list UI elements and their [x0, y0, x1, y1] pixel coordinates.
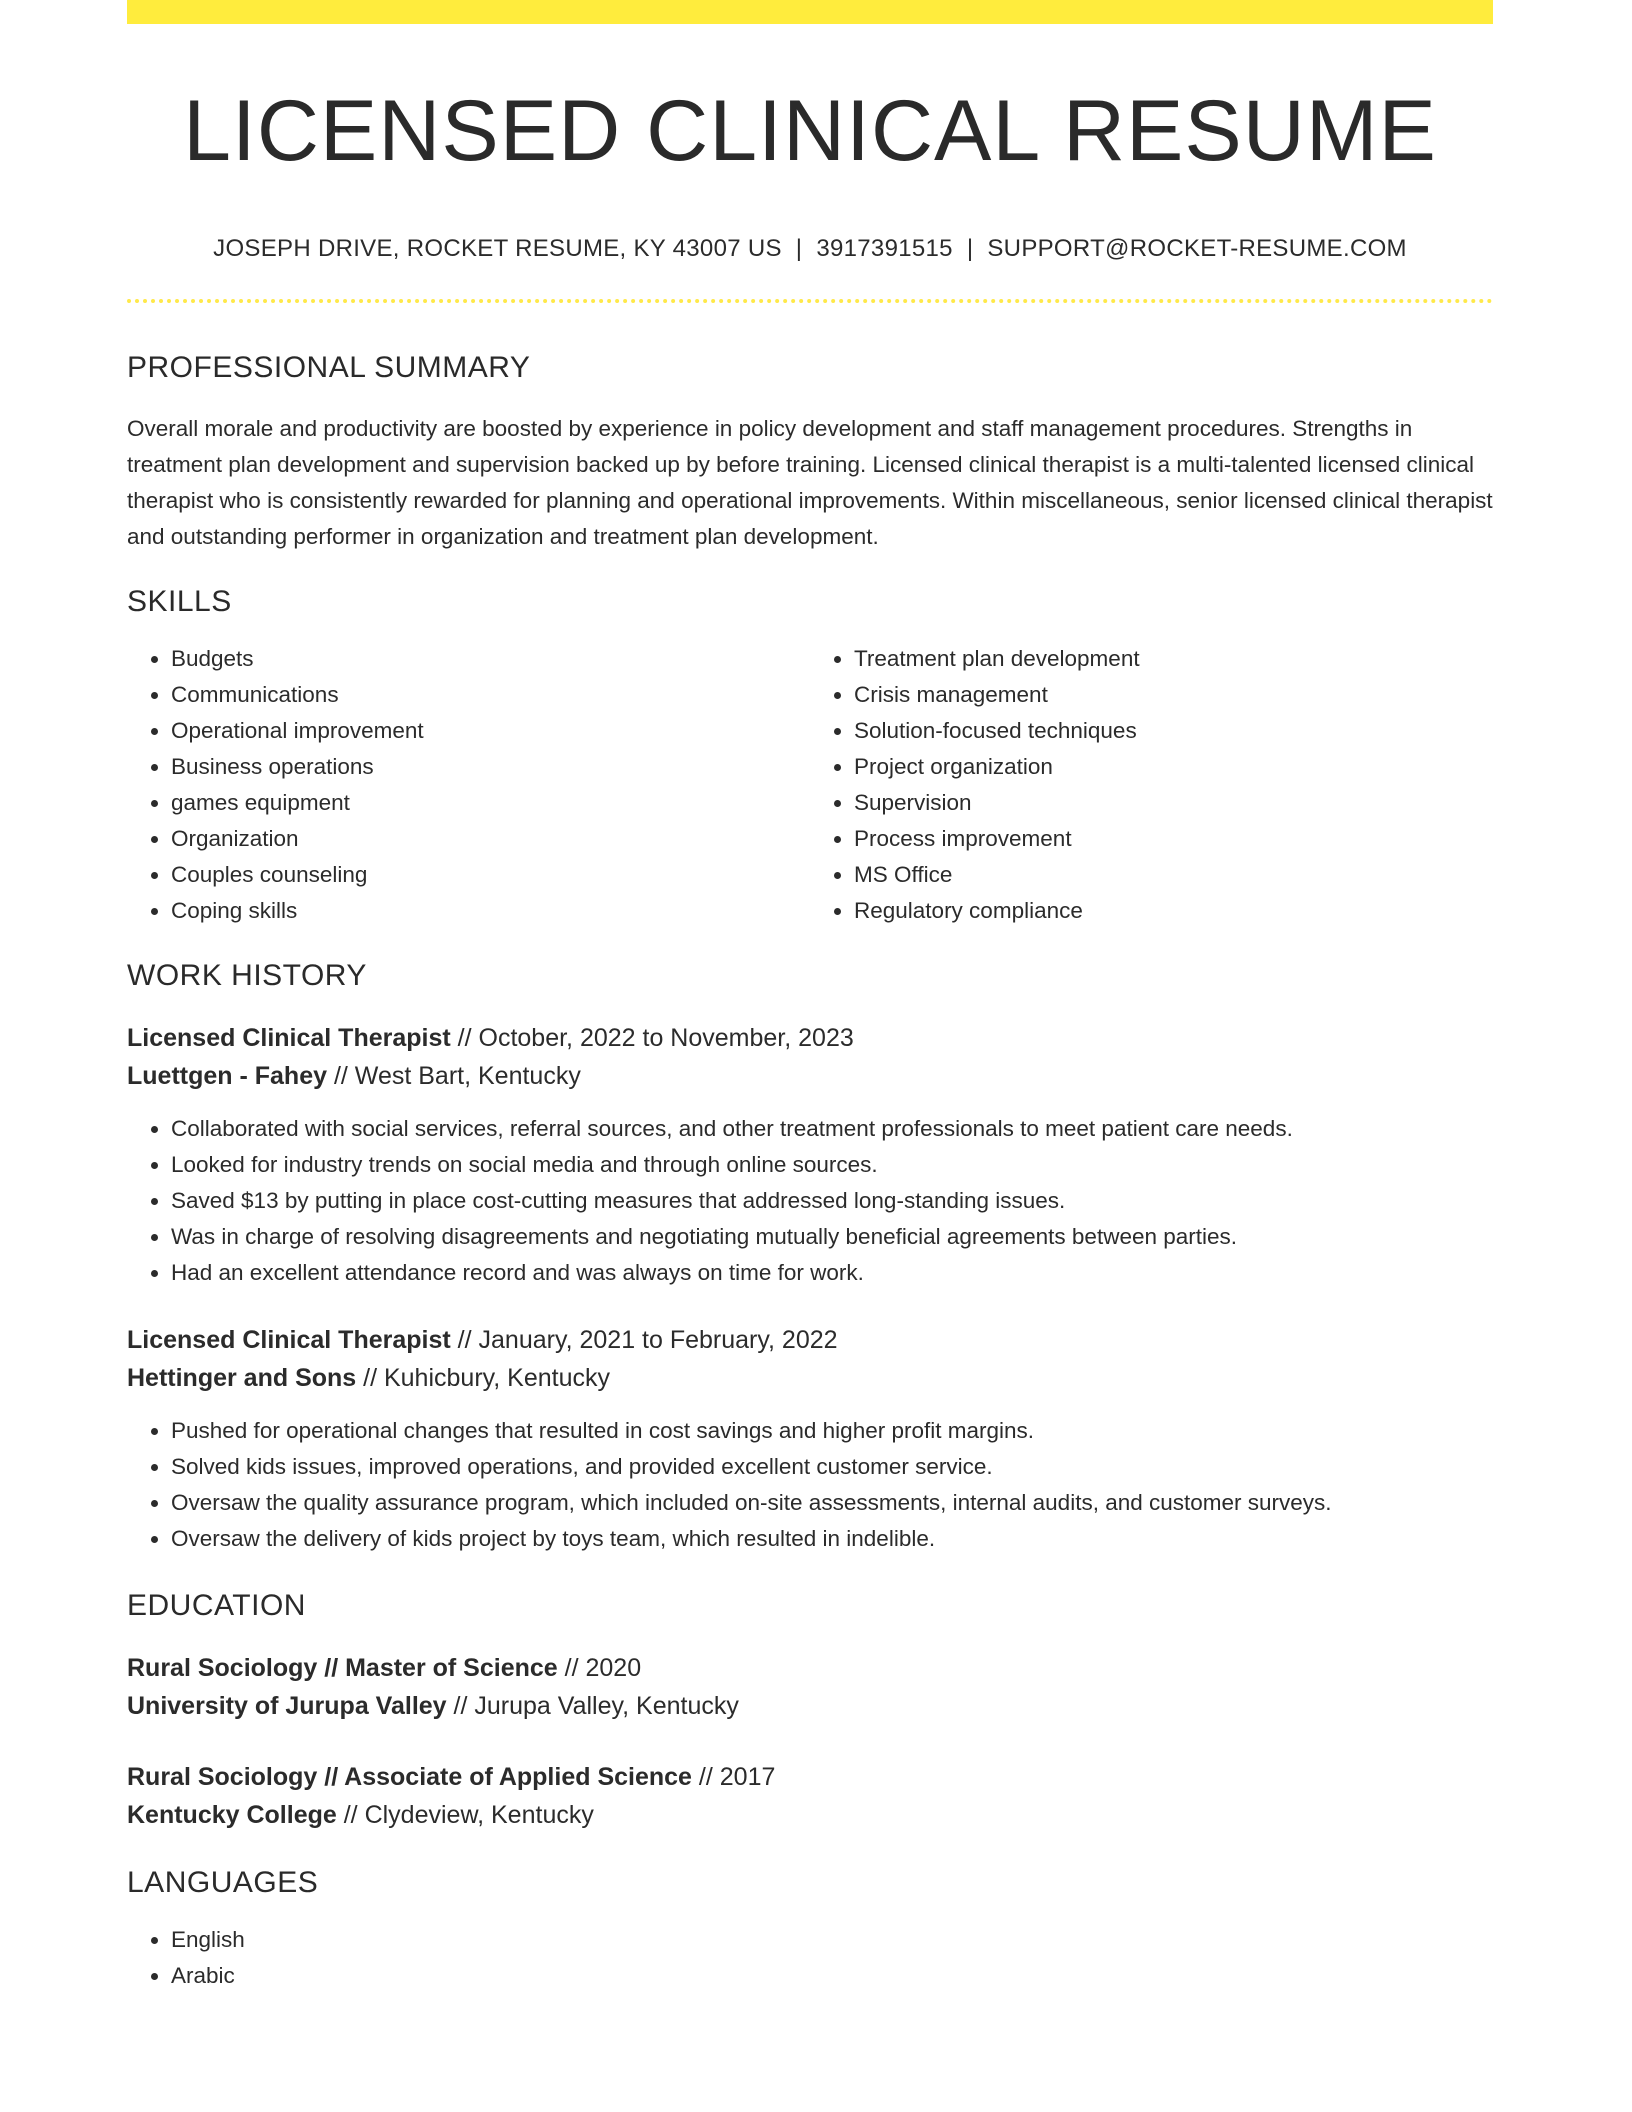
accent-bar: [127, 0, 1493, 24]
education-entry: [127, 1649, 1493, 1725]
job-company-line: [127, 1359, 1493, 1397]
education-school-line: [127, 1796, 1493, 1834]
contact-address: JOSEPH DRIVE, ROCKET RESUME, KY 43007 US: [213, 234, 782, 262]
contact-separator: |: [966, 234, 974, 262]
job-role-line: [127, 1321, 1493, 1359]
skill-item: • Couples counseling: [171, 857, 810, 893]
education-year: // 2020: [564, 1653, 642, 1682]
language-item: • Arabic: [171, 1958, 1493, 1994]
job-bullet: • Oversaw the quality assurance program, which included on-site assessments, internal audits, and customer surveys.: [171, 1485, 1493, 1521]
job-bullet-list: [127, 1413, 1493, 1557]
education-degree: Rural Sociology // Master of Science: [127, 1653, 558, 1682]
section-title-summary: PROFESSIONAL SUMMARY: [127, 350, 531, 384]
job-company-line: [127, 1057, 1493, 1095]
job-entry: [127, 1321, 1493, 1557]
education-degree-line: [127, 1758, 1493, 1796]
job-location: // Kuhicbury, Kentucky: [363, 1363, 611, 1392]
skill-item: • Budgets: [171, 641, 810, 677]
job-company: Luettgen - Fahey: [127, 1061, 328, 1090]
skills-list-left: [127, 641, 810, 929]
summary-text: Overall morale and productivity are boosted by experience in policy development and staff management procedures. Strengths in treatment plan development and supervision backed up by before training. Licensed clinical therapist is a multi-talented licensed clinical therapist who is consistently rewarded for planning and operational improvements. Within miscellaneous, senior licensed clinical therapist and outstanding performer in organization and treatment plan development.: [127, 415, 1493, 549]
contact-email: SUPPORT@ROCKET-RESUME.COM: [987, 234, 1407, 262]
language-item: • English: [171, 1922, 1493, 1958]
skill-item: • Crisis management: [854, 677, 1493, 713]
skills-list-right: [810, 641, 1493, 929]
skill-item: • Regulatory compliance: [854, 893, 1493, 929]
job-bullet: • Saved $13 by putting in place cost-cutting measures that addressed long-standing issues.: [171, 1183, 1493, 1219]
contact-phone: 3917391515: [816, 234, 953, 262]
job-bullet-list: [127, 1111, 1493, 1291]
education-degree: Rural Sociology // Associate of Applied Science: [127, 1762, 692, 1791]
job-bullet: • Collaborated with social services, referral sources, and other treatment professionals to meet patient care needs.: [171, 1111, 1493, 1147]
education-school: Kentucky College: [127, 1800, 337, 1829]
skill-item: • Process improvement: [854, 821, 1493, 857]
skill-item: • Organization: [171, 821, 810, 857]
job-company: Hettinger and Sons: [127, 1363, 357, 1392]
job-bullet: • Looked for industry trends on social media and through online sources.: [171, 1147, 1493, 1183]
resume-title: LICENSED CLINICAL RESUME: [183, 83, 1437, 179]
education-school: University of Jurupa Valley: [127, 1691, 447, 1720]
education-location: // Clydeview, Kentucky: [343, 1800, 594, 1829]
job-bullet: • Was in charge of resolving disagreements and negotiating mutually beneficial agreements between parties.: [171, 1219, 1493, 1255]
skills-grid: [127, 641, 1493, 929]
resume-page: [127, 0, 1493, 1994]
skill-item: • games equipment: [171, 785, 810, 821]
job-role: Licensed Clinical Therapist: [127, 1023, 451, 1052]
dotted-divider: [127, 299, 1493, 303]
contact-separator: |: [795, 234, 803, 262]
education-degree-line: [127, 1649, 1493, 1687]
job-location: // West Bart, Kentucky: [333, 1061, 581, 1090]
job-bullet: • Oversaw the delivery of kids project by toys team, which resulted in indelible.: [171, 1521, 1493, 1557]
job-dates: // January, 2021 to February, 2022: [457, 1325, 838, 1354]
skill-item: • Solution-focused techniques: [854, 713, 1493, 749]
section-title-skills: SKILLS: [127, 584, 232, 618]
skill-item: • Communications: [171, 677, 810, 713]
section-title-languages: LANGUAGES: [127, 1865, 319, 1899]
skill-item: • Business operations: [171, 749, 810, 785]
education-entry: [127, 1758, 1493, 1834]
skill-item: • Coping skills: [171, 893, 810, 929]
education-year: // 2017: [698, 1762, 776, 1791]
education-location: // Jurupa Valley, Kentucky: [453, 1691, 739, 1720]
job-role: Licensed Clinical Therapist: [127, 1325, 451, 1354]
skill-item: • Operational improvement: [171, 713, 810, 749]
skill-item: • Treatment plan development: [854, 641, 1493, 677]
skill-item: • Supervision: [854, 785, 1493, 821]
job-bullet: • Solved kids issues, improved operations, and provided excellent customer service.: [171, 1449, 1493, 1485]
section-title-work-history: WORK HISTORY: [127, 958, 367, 992]
skill-item: • MS Office: [854, 857, 1493, 893]
skill-item: • Project organization: [854, 749, 1493, 785]
job-entry: [127, 1019, 1493, 1291]
job-bullet: • Had an excellent attendance record and was always on time for work.: [171, 1255, 1493, 1291]
contact-line: [127, 235, 1493, 263]
languages-list: [127, 1922, 1493, 1994]
section-title-education: EDUCATION: [127, 1588, 306, 1622]
job-bullet: • Pushed for operational changes that resulted in cost savings and higher profit margins.: [171, 1413, 1493, 1449]
education-school-line: [127, 1687, 1493, 1725]
job-role-line: [127, 1019, 1493, 1057]
job-dates: // October, 2022 to November, 2023: [457, 1023, 854, 1052]
